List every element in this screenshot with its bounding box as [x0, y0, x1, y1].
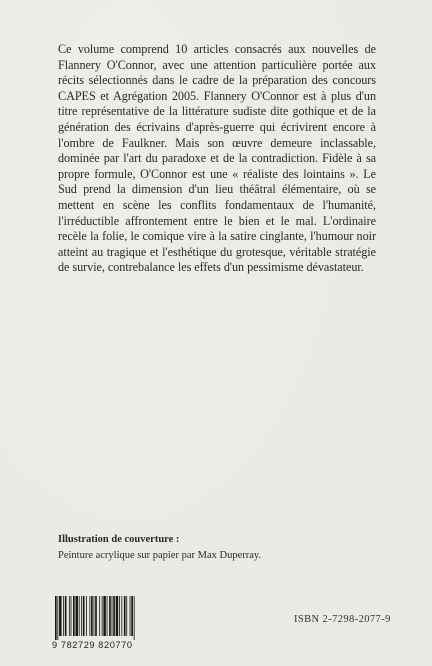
barcode-bar — [131, 596, 133, 636]
barcode-bar — [95, 596, 97, 636]
barcode-bar — [83, 596, 85, 636]
barcode-bar — [76, 596, 78, 636]
barcode-bar — [81, 596, 82, 636]
barcode-digits: 9 782729 820770 — [52, 640, 133, 650]
barcode-bar — [116, 596, 118, 636]
cover-illustration-credit — [58, 533, 388, 563]
barcode-bar — [121, 596, 122, 636]
barcode-bar — [126, 596, 127, 636]
barcode-bar — [99, 596, 100, 636]
barcode — [52, 596, 156, 652]
barcode-bar — [73, 596, 75, 636]
barcode-bar — [112, 596, 113, 636]
barcode-bar — [113, 596, 115, 636]
barcode-bar — [124, 596, 126, 636]
barcode-bar — [91, 596, 93, 636]
barcode-bar — [102, 596, 103, 636]
barcode-bar — [63, 596, 64, 636]
credit-text: Peinture acrylique sur papier par Max Duperray. — [58, 550, 262, 561]
barcode-bar — [55, 596, 57, 640]
barcode-bar — [134, 596, 135, 640]
barcode-bar — [103, 596, 105, 636]
barcode-bar — [109, 596, 111, 636]
credit-heading: Illustration de couverture : — [58, 534, 180, 545]
barcode-bar — [86, 596, 87, 636]
barcode-bar — [130, 596, 131, 636]
barcode-bar — [69, 596, 70, 636]
barcode-bar — [107, 596, 108, 636]
barcode-bar — [65, 596, 67, 636]
barcode-bar — [79, 596, 80, 636]
barcode-bar — [57, 596, 58, 640]
barcode-bar — [89, 596, 90, 636]
barcode-bar — [71, 596, 72, 636]
barcode-bar — [59, 596, 61, 636]
barcode-bar — [119, 596, 120, 636]
blurb-text: Ce volume comprend 10 articles consacrés aux nouvelles de Flannery O'Connor, avec une attention particulière portée aux récits sélectionnés dans le cadre de la préparation des concours CAPES et Agrégation 2005. Flannery O'Connor est à plus d'un titre représentative de la littérature sudiste dite gothique et de la génération des écrivains d'après-guerre qui écrivirent encore à l'ombre de Faulkner. Mais son œuvre demeure inclassable, dominée par l'art du paradoxe et de la contradiction. Fidèle à sa propre formule, O'Connor est une « réaliste des lointains ». Le Sud prend la dimension d'un lieu théâtral élémentaire, où se mettent en scène les conflits fondamentaux de l'humanité, l'irréductible affrontement entre le bien et le mal. L'ordinaire recèle la folie, le comique vire à la satire cinglante, l'humour noir atteint au tragique et l'esthétique du grotesque, véritable stratégie de survie, contrebalance les effets d'un pessimisme dévastateur. — [58, 42, 376, 275]
isbn-number: ISBN 2-7298-2077-9 — [294, 614, 391, 625]
barcode-bar — [94, 596, 95, 636]
barcode-bars — [52, 596, 156, 640]
